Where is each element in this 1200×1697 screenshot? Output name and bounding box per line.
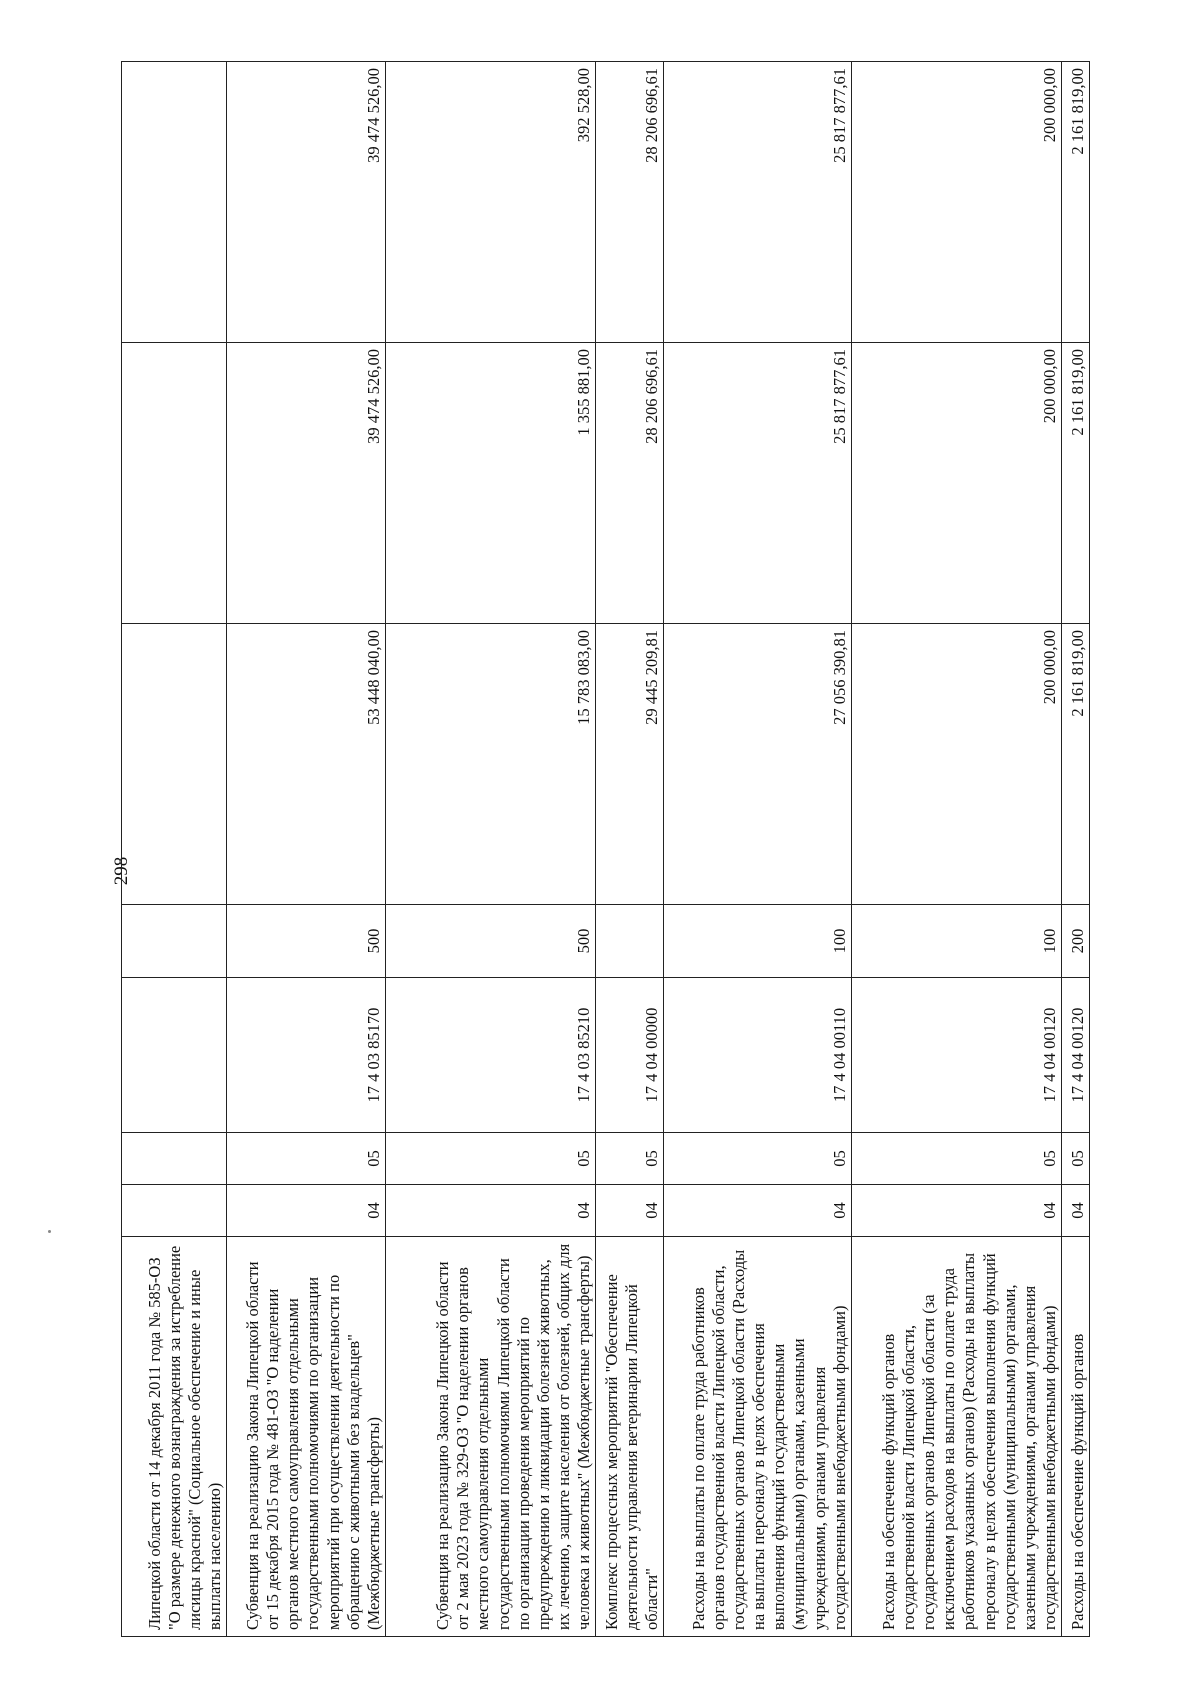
amount-2: 28 206 696,61 bbox=[596, 343, 664, 624]
section-code: 04 bbox=[664, 1185, 852, 1237]
subsection-code: 05 bbox=[227, 1133, 386, 1185]
target-article-code: 17 4 03 85170 bbox=[227, 978, 386, 1133]
amount-3: 39 474 526,00 bbox=[227, 62, 386, 343]
amount-1: 15 783 083,00 bbox=[385, 624, 595, 905]
target-article-code: 17 4 03 85210 bbox=[385, 978, 595, 1133]
table-row bbox=[664, 62, 852, 1637]
table-row bbox=[1062, 62, 1090, 1637]
subsection-code bbox=[122, 1133, 227, 1185]
amount-1: 29 445 209,81 bbox=[596, 624, 664, 905]
row-description: Расходы на обеспечение функций органов bbox=[1062, 1237, 1090, 1637]
row-description: Расходы на обеспечение функций органов государственной власти Липецкой области, государственных органов Липецкой области (за исключением расходов на выплаты по оплате труда работников указанных органов) (Расходы на выплаты персоналу в целях обеспечения выполнения функций государственными (муниципальными) органами, казенными учреждениями, органами управления государственными внебюджетными фондами) bbox=[851, 1237, 1061, 1637]
page-number: 298 bbox=[111, 856, 132, 886]
target-article-code: 17 4 04 00120 bbox=[851, 978, 1061, 1133]
amount-1: 27 056 390,81 bbox=[664, 624, 852, 905]
row-description: Субвенция на реализацию Закона Липецкой области от 15 декабря 2015 года № 481-ОЗ "О наделении органов местного самоуправления отдельными государственными полномочиями по организации мероприятий при осуществлении деятельности по обращению с животными без владельцев" (Межбюджетные трансферты) bbox=[227, 1237, 386, 1637]
section-code: 04 bbox=[851, 1185, 1061, 1237]
target-article-code: 17 4 04 00000 bbox=[596, 978, 664, 1133]
subsection-code: 05 bbox=[664, 1133, 852, 1185]
subsection-code: 05 bbox=[851, 1133, 1061, 1185]
row-description: Комплекс процессных мероприятий "Обеспечение деятельности управления ветеринарии Липецкой области" bbox=[596, 1237, 664, 1637]
rotated-table-container bbox=[121, 62, 1090, 1637]
table-row bbox=[227, 62, 386, 1637]
expense-type-code bbox=[596, 905, 664, 978]
expense-type-code: 500 bbox=[227, 905, 386, 978]
table-row bbox=[851, 62, 1061, 1637]
amount-1 bbox=[122, 624, 227, 905]
amount-3: 392 528,00 bbox=[385, 62, 595, 343]
table-row bbox=[122, 62, 227, 1637]
amount-1: 2 161 819,00 bbox=[1062, 624, 1090, 905]
amount-2: 25 817 877,61 bbox=[664, 343, 852, 624]
row-description: Расходы на выплаты по оплате труда работников органов государственной власти Липецкой области, государственных органов Липецкой области (Расходы на выплаты персоналу в целях обеспечения выполнения функций государственными (муниципальными) органами, казенными учреждениями, органами управления государственными внебюджетными фондами) bbox=[664, 1237, 852, 1637]
amount-3: 28 206 696,61 bbox=[596, 62, 664, 343]
expense-type-code: 100 bbox=[851, 905, 1061, 978]
expense-type-code bbox=[122, 905, 227, 978]
amount-2 bbox=[122, 343, 227, 624]
amount-3 bbox=[122, 62, 227, 343]
table-row bbox=[596, 62, 664, 1637]
subsection-code: 05 bbox=[1062, 1133, 1090, 1185]
row-description: Субвенция на реализацию Закона Липецкой области от 2 мая 2023 года № 329-ОЗ "О наделении органов местного самоуправления отдельными государственными полномочиями Липецкой области по организации проведения мероприятий по предупреждению и ликвидации болезней животных, их лечению, защите населения от болезней, общих для человека и животных" (Межбюджетные трансферты) bbox=[385, 1237, 595, 1637]
section-code: 04 bbox=[596, 1185, 664, 1237]
amount-2: 39 474 526,00 bbox=[227, 343, 386, 624]
budget-table bbox=[121, 61, 1090, 1637]
amount-2: 1 355 881,00 bbox=[385, 343, 595, 624]
section-code bbox=[122, 1185, 227, 1237]
target-article-code bbox=[122, 978, 227, 1133]
expense-type-code: 100 bbox=[664, 905, 852, 978]
row-description: Липецкой области от 14 декабря 2011 года № 585-ОЗ "О размере денежного вознаграждения за истребление лисицы красной" (Социальное обеспечение и иные выплаты населению) bbox=[122, 1237, 227, 1637]
section-code: 04 bbox=[227, 1185, 386, 1237]
subsection-code: 05 bbox=[596, 1133, 664, 1185]
subsection-code: 05 bbox=[385, 1133, 595, 1185]
table-row bbox=[385, 62, 595, 1637]
amount-1: 53 448 040,00 bbox=[227, 624, 386, 905]
expense-type-code: 500 bbox=[385, 905, 595, 978]
amount-3: 200 000,00 bbox=[851, 62, 1061, 343]
target-article-code: 17 4 04 00120 bbox=[1062, 978, 1090, 1133]
amount-3: 2 161 819,00 bbox=[1062, 62, 1090, 343]
margin-mark bbox=[48, 1230, 51, 1233]
section-code: 04 bbox=[385, 1185, 595, 1237]
amount-1: 200 000,00 bbox=[851, 624, 1061, 905]
target-article-code: 17 4 04 00110 bbox=[664, 978, 852, 1133]
amount-3: 25 817 877,61 bbox=[664, 62, 852, 343]
section-code: 04 bbox=[1062, 1185, 1090, 1237]
amount-2: 2 161 819,00 bbox=[1062, 343, 1090, 624]
expense-type-code: 200 bbox=[1062, 905, 1090, 978]
amount-2: 200 000,00 bbox=[851, 343, 1061, 624]
